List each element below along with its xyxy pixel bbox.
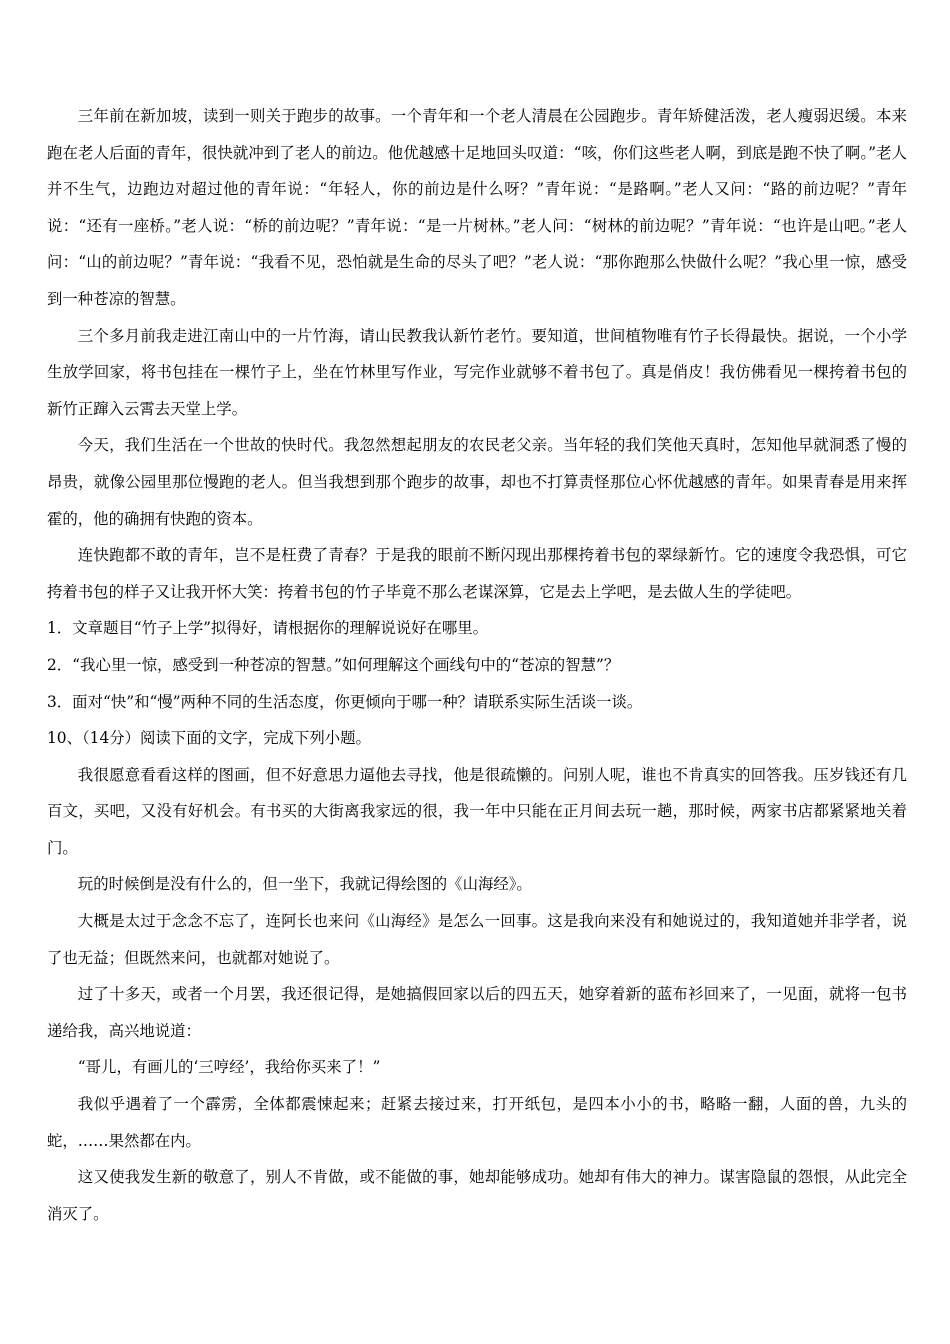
passage-paragraph: 连快跑都不敢的青年，岂不是枉费了青春？于是我的眼前不断闪现出那棵挎着书包的翠绿新竹。它的速度令我恐惧，可它挎着书包的样子又让我开怀大笑：挎着书包的竹子毕竟不那么老谋深算，它是去上学吧，是去做人生的学徒吧。 <box>47 546 907 601</box>
question-3: 3．面对“快”和“慢”两种不同的生活态度，你更倾向于哪一种？请联系实际生活谈一谈。 <box>47 692 643 711</box>
passage-paragraph: 今天，我们生活在一个世故的快时代。我忽然想起朋友的农民老父亲。当年轻的我们笑他天真时，怎知他早就洞悉了慢的昂贵，就像公园里那位慢跑的老人。但当我想到那个跑步的故事，却也不打算责怪那位心怀优越感的青年。如果青春是用来挥霍的，他的确拥有快跑的资本。 <box>47 436 907 528</box>
section-10-paragraph: 过了十多天，或者一个月罢，我还很记得，是她搞假回家以后的四五天，她穿着新的蓝布衫回来了，一见面，就将一包书递给我，高兴地说道： <box>47 985 907 1040</box>
section-10-paragraph: 这又使我发生新的敬意了，别人不肯做，或不能做的事，她却能够成功。她却有伟大的神力。谋害隐鼠的怨恨，从此完全消灭了。 <box>47 1168 907 1223</box>
question-1: 1．文章题目“竹子上学”拟得好，请根据你的理解说说好在哪里。 <box>47 619 489 638</box>
section-10-paragraph: 我似乎遇着了一个霹雳，全体都震悚起来；赶紧去接过来，打开纸包，是四本小小的书，略略一翻，人面的兽，九头的蛇，……果然都在内。 <box>47 1095 907 1150</box>
question-2: 2．“我心里一惊，感受到一种苍凉的智慧。”如何理解这个画线句中的“苍凉的智慧”？ <box>47 655 620 674</box>
passage-paragraph: 三年前在新加坡，读到一则关于跑步的故事。一个青年和一个老人清晨在公园跑步。青年矫健活泼，老人瘦弱迟缓。本来跑在老人后面的青年，很快就冲到了老人的前边。他优越感十足地回头叹道：“咳，你们这些老人啊，到底是跑不快了啊。”老人并不生气，边跑边对超过他的青年说：“年轻人，你的前边是什么呀？”青年说：“是路啊。”老人又问：“路的前边呢？”青年说：“还有一座桥。”老人说：“桥的前边呢？”青年说：“是一片树林。”老人问：“树林的前边呢？”青年说：“也许是山吧。”老人问：“山的前边呢？”青年说：“我看不见，恐怕就是生命的尽头了吧？”老人说：“那你跑那么快做什么呢？”我心里一惊，感受到一种苍凉的智慧。 <box>47 107 907 308</box>
section-10-quote: “哥儿，有画儿的‘三哼经’，我给你买来了！” <box>77 1058 381 1077</box>
section-10-paragraph: 我很愿意看看这样的图画，但不好意思力逼他去寻找，他是很疏懒的。问别人呢，谁也不肯真实的回答我。压岁钱还有几百文，买吧，又没有好机会。有书买的大街离我家远的很，我一年中只能在正月间去玩一趟，那时候，两家书店都紧紧地关着门。 <box>47 765 907 857</box>
section-10-paragraph: 大概是太过于念念不忘了，连阿长也来问《山海经》是怎么一回事。这是我向来没有和她说过的，我知道她并非学者，说了也无益；但既然来问，也就都对她说了。 <box>47 912 907 967</box>
passage-paragraph: 三个多月前我走进江南山中的一片竹海，请山民教我认新竹老竹。要知道，世间植物唯有竹子长得最快。据说，一个小学生放学回家，将书包挂在一棵竹子上，坐在竹林里写作业，写完作业就够不着书包了。真是俏皮！我仿佛看见一棵挎着书包的新竹正蹿入云霄去天堂上学。 <box>47 326 907 418</box>
section-10-heading: 10、（14分）阅读下面的文字，完成下列小题。 <box>47 729 371 748</box>
section-10-paragraph: 玩的时候倒是没有什么的，但一坐下，我就记得绘图的《山海经》。 <box>77 875 532 894</box>
document-page <box>47 98 907 1232</box>
